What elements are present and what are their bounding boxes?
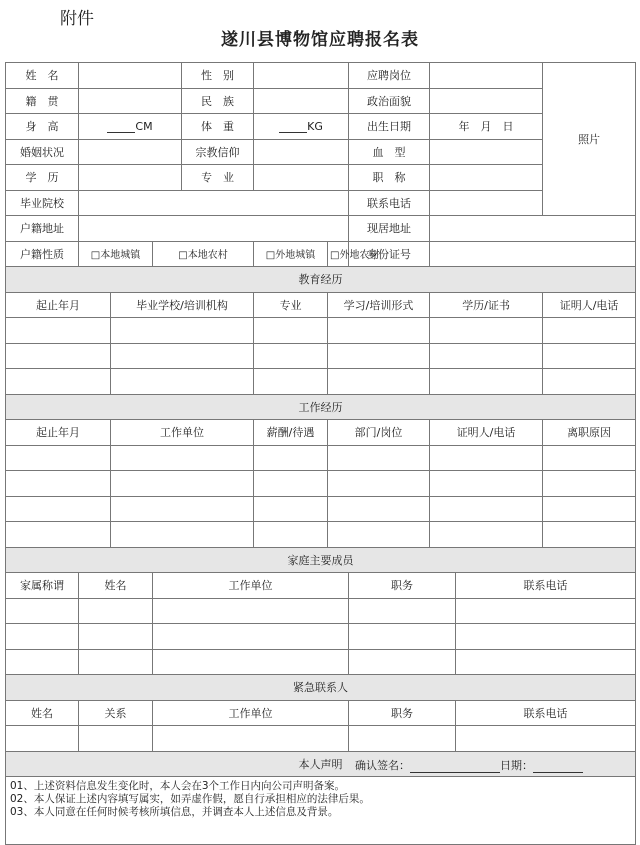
weight-unit: KG: [307, 119, 323, 133]
ethnic-label: 民 族: [182, 88, 254, 114]
work-col-period: 起止年月: [6, 420, 111, 446]
emergency-cell[interactable]: [153, 726, 349, 752]
date-field[interactable]: [533, 760, 583, 773]
declaration-body: [6, 777, 636, 845]
height-unit: CM: [135, 119, 153, 133]
table-row: [6, 496, 636, 522]
major-field[interactable]: [254, 165, 349, 191]
work-cell[interactable]: [254, 445, 328, 471]
declaration-line-2: 02、本人保证上述内容填写属实，如弄虚作假，愿自行承担相应的法律后果。: [10, 793, 370, 805]
table-row: [6, 624, 636, 650]
edu-cell[interactable]: [254, 343, 328, 369]
family-cell[interactable]: [6, 624, 79, 650]
edu-cell[interactable]: [543, 343, 636, 369]
edu-cell[interactable]: [543, 318, 636, 344]
edu-col-major: 专业: [254, 292, 328, 318]
blood-label: 血 型: [349, 139, 430, 165]
table-row: [6, 726, 636, 752]
work-cell[interactable]: [111, 471, 254, 497]
family-cell[interactable]: [6, 649, 79, 675]
edu-cell[interactable]: [111, 369, 254, 395]
emergency-col-name: 姓名: [6, 700, 79, 726]
edu-cell[interactable]: [254, 318, 328, 344]
family-cell[interactable]: [6, 598, 79, 624]
phone-label: 联系电话: [349, 190, 430, 216]
family-cell[interactable]: [349, 624, 456, 650]
sign-label: 确认签名：: [355, 759, 410, 772]
live-addr-field[interactable]: [430, 216, 636, 242]
weight-field[interactable]: [254, 114, 349, 140]
emergency-cell[interactable]: [79, 726, 153, 752]
family-col-phone: 联系电话: [456, 573, 636, 599]
hukou-addr-label: 户籍地址: [6, 216, 79, 242]
family-cell[interactable]: [153, 649, 349, 675]
attachment-label: 附件: [60, 9, 94, 29]
edu-cell[interactable]: [328, 343, 430, 369]
gender-field[interactable]: [254, 63, 349, 89]
edu-cell[interactable]: [111, 318, 254, 344]
hukou-option-local-rural[interactable]: □本地农村: [153, 241, 254, 267]
form-title: 遂川县博物馆应聘报名表: [221, 30, 419, 50]
birth-label: 出生日期: [349, 114, 430, 140]
native-label: 籍 贯: [6, 88, 79, 114]
family-cell[interactable]: [456, 598, 636, 624]
work-cell[interactable]: [254, 496, 328, 522]
edu-cell[interactable]: [6, 318, 111, 344]
title-field[interactable]: [430, 165, 543, 191]
table-row: [6, 598, 636, 624]
edu-col-period: 起止年月: [6, 292, 111, 318]
work-cell[interactable]: [111, 496, 254, 522]
edu-col-reference: 证明人/电话: [543, 292, 636, 318]
edu-cell[interactable]: [543, 369, 636, 395]
edu-cell[interactable]: [254, 369, 328, 395]
work-cell[interactable]: [430, 522, 543, 548]
family-cell[interactable]: [456, 649, 636, 675]
hukou-addr-field[interactable]: [79, 216, 349, 242]
emergency-header: 紧急联系人: [6, 675, 636, 701]
id-number-label: 身份证号: [349, 241, 430, 267]
work-cell[interactable]: [430, 471, 543, 497]
table-row: [6, 471, 636, 497]
position-field[interactable]: [430, 63, 543, 89]
edu-cell[interactable]: [6, 369, 111, 395]
family-cell[interactable]: [79, 598, 153, 624]
ethnic-field[interactable]: [254, 88, 349, 114]
table-row: [6, 522, 636, 548]
id-number-field[interactable]: [430, 241, 636, 267]
work-cell[interactable]: [328, 522, 430, 548]
religion-label: 宗教信仰: [182, 139, 254, 165]
name-label: 姓 名: [6, 63, 79, 89]
family-cell[interactable]: [349, 649, 456, 675]
work-cell[interactable]: [543, 522, 636, 548]
hukou-option-nonlocal-urban[interactable]: □外地城镇: [254, 241, 328, 267]
edu-col-school: 毕业学校/培训机构: [111, 292, 254, 318]
marital-field[interactable]: [79, 139, 182, 165]
family-cell[interactable]: [349, 598, 456, 624]
emergency-col-relation: 关系: [79, 700, 153, 726]
emergency-cell[interactable]: [456, 726, 636, 752]
education-header: 教育经历: [6, 267, 636, 293]
education-label: 学 历: [6, 165, 79, 191]
work-cell[interactable]: [6, 471, 111, 497]
table-row: [6, 649, 636, 675]
family-cell[interactable]: [456, 624, 636, 650]
edu-col-degree: 学历/证书: [430, 292, 543, 318]
major-label: 专 业: [182, 165, 254, 191]
blood-field[interactable]: [430, 139, 543, 165]
edu-cell[interactable]: [328, 369, 430, 395]
table-row: [6, 369, 636, 395]
family-col-relation: 家属称谓: [6, 573, 79, 599]
edu-cell[interactable]: [111, 343, 254, 369]
family-cell[interactable]: [79, 649, 153, 675]
position-label: 应聘岗位: [349, 63, 430, 89]
height-label: 身 高: [6, 114, 79, 140]
emergency-cell[interactable]: [6, 726, 79, 752]
work-cell[interactable]: [254, 522, 328, 548]
work-header: 工作经历: [6, 394, 636, 420]
work-cell[interactable]: [328, 496, 430, 522]
edu-cell[interactable]: [6, 343, 111, 369]
work-cell[interactable]: [111, 445, 254, 471]
work-cell[interactable]: [6, 445, 111, 471]
family-header: 家庭主要成员: [6, 547, 636, 573]
edu-cell[interactable]: [430, 318, 543, 344]
family-col-name: 姓名: [79, 573, 153, 599]
native-field[interactable]: [79, 88, 182, 114]
emergency-col-employer: 工作单位: [153, 700, 349, 726]
table-row: [6, 445, 636, 471]
religion-field[interactable]: [254, 139, 349, 165]
signature-field[interactable]: [410, 760, 500, 773]
political-label: 政治面貌: [349, 88, 430, 114]
work-cell[interactable]: [543, 471, 636, 497]
work-cell[interactable]: [543, 445, 636, 471]
work-cell[interactable]: [111, 522, 254, 548]
school-label: 毕业院校: [6, 190, 79, 216]
signature-line: [355, 757, 583, 773]
name-field[interactable]: [79, 63, 182, 89]
work-col-employer: 工作单位: [111, 420, 254, 446]
family-cell[interactable]: [153, 598, 349, 624]
family-col-employer: 工作单位: [153, 573, 349, 599]
declaration-line-1: 01、上述资料信息发生变化时，本人会在3个工作日内向公司声明备案。: [10, 780, 346, 792]
hukou-option-nonlocal-rural[interactable]: □外地农村: [328, 241, 349, 267]
work-cell[interactable]: [6, 522, 111, 548]
family-col-duty: 职务: [349, 573, 456, 599]
title-label: 职 称: [349, 165, 430, 191]
education-field[interactable]: [79, 165, 182, 191]
work-cell[interactable]: [254, 471, 328, 497]
edu-cell[interactable]: [430, 369, 543, 395]
work-col-reference: 证明人/电话: [430, 420, 543, 446]
table-row: [6, 343, 636, 369]
work-cell[interactable]: [328, 471, 430, 497]
edu-cell[interactable]: [430, 343, 543, 369]
school-field[interactable]: [79, 190, 349, 216]
work-cell[interactable]: [6, 496, 111, 522]
edu-col-form: 学习/培训形式: [328, 292, 430, 318]
emergency-col-duty: 职务: [349, 700, 456, 726]
emergency-col-phone: 联系电话: [456, 700, 636, 726]
gender-label: 性 别: [182, 63, 254, 89]
hukou-type-label: 户籍性质: [6, 241, 79, 267]
declaration-line-3: 03、本人同意在任何时候考核所填信息，并调查本人上述信息及背景。: [10, 806, 339, 818]
phone-field[interactable]: [430, 190, 543, 216]
work-cell[interactable]: [328, 445, 430, 471]
marital-label: 婚姻状况: [6, 139, 79, 165]
live-addr-label: 现居地址: [349, 216, 430, 242]
work-cell[interactable]: [430, 496, 543, 522]
table-row: [6, 318, 636, 344]
work-col-reason: 离职原因: [543, 420, 636, 446]
work-col-salary: 薪酬/待遇: [254, 420, 328, 446]
declaration-header: 本人声明: [6, 751, 636, 777]
family-cell[interactable]: [153, 624, 349, 650]
hukou-option-local-urban[interactable]: □本地城镇: [79, 241, 153, 267]
work-cell[interactable]: [430, 445, 543, 471]
edu-cell[interactable]: [328, 318, 430, 344]
political-field[interactable]: [430, 88, 543, 114]
height-field[interactable]: [79, 114, 182, 140]
work-col-dept: 部门/岗位: [328, 420, 430, 446]
date-label: 日期：: [500, 759, 533, 772]
work-cell[interactable]: [543, 496, 636, 522]
photo-box[interactable]: 照片: [543, 63, 636, 216]
weight-label: 体 重: [182, 114, 254, 140]
application-form-table: [5, 62, 636, 845]
family-cell[interactable]: [79, 624, 153, 650]
birth-field[interactable]: 年 月 日: [430, 114, 543, 140]
emergency-cell[interactable]: [349, 726, 456, 752]
